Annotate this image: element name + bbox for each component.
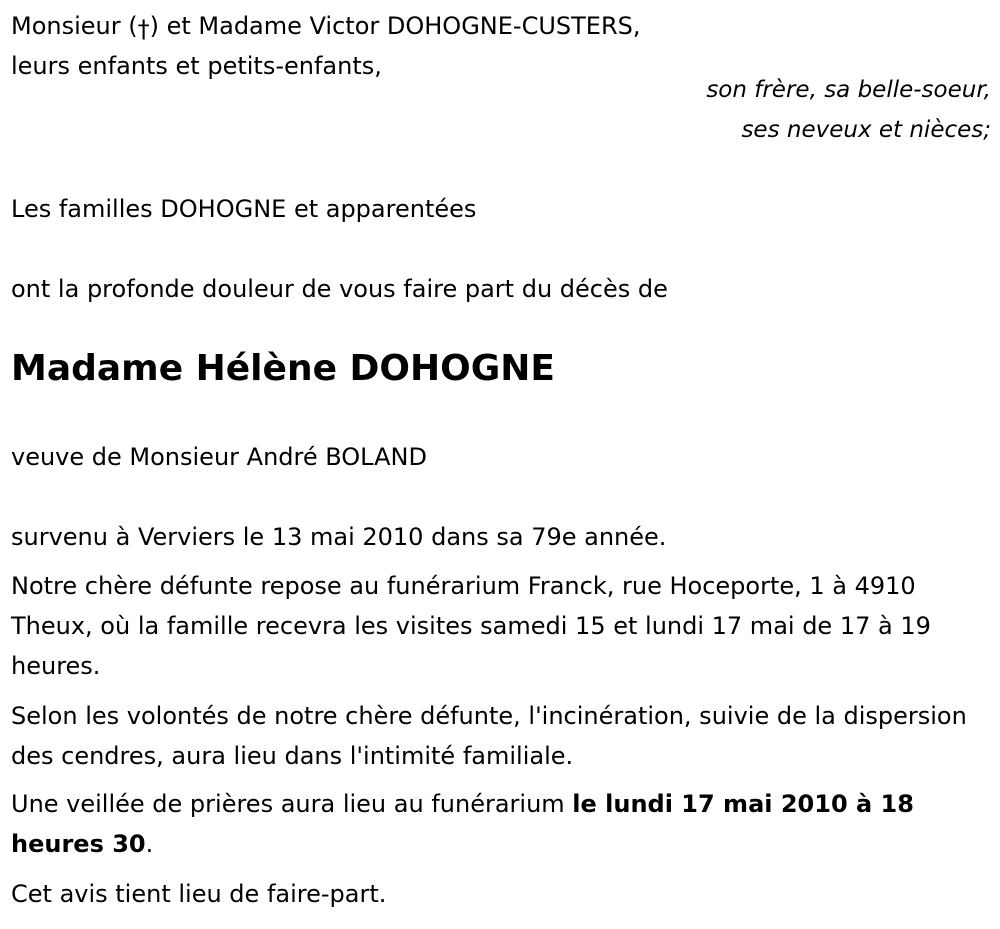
cremation-paragraph: Selon les volontés de notre chère défunte, l'incinération, suivie de la dispersion des cendres, aura lieu dans l'intimité familiale.: [11, 702, 967, 770]
vigil-paragraph: [11, 784, 986, 864]
family-line-1-suffix: ) et Madame Victor DOHOGNE-CUSTERS,: [149, 12, 641, 40]
vigil-suffix: .: [145, 830, 154, 858]
family-line-2: leurs enfants et petits-enfants,: [11, 52, 382, 80]
relation-note: son frère, sa belle-soeur, ses neveux et nièces;: [706, 77, 991, 143]
viewing-paragraph: Notre chère défunte repose au funérarium Franck, rue Hoceporte, 1 à 4910 Theux, où la famille recevra les visites samedi 15 et lundi 17 mai de 17 à 19 heures.: [11, 572, 931, 680]
announcement-text: ont la profonde douleur de vous faire part du décès de: [11, 275, 668, 303]
vigil-prefix: Une veillée de prières aura lieu au funérarium: [11, 790, 573, 818]
family-line-1: [11, 6, 640, 49]
closing-text: Cet avis tient lieu de faire-part.: [11, 880, 387, 908]
deceased-name: Madame Hélène DOHOGNE: [11, 348, 556, 389]
family-line-1-prefix: Monsieur (: [11, 12, 138, 40]
spouse-text: veuve de Monsieur André BOLAND: [11, 443, 427, 471]
family-line-3: Les familles DOHOGNE et apparentées: [11, 195, 477, 223]
vigil-datetime: le lundi 17 mai 2010 à 18 heures 30: [11, 790, 914, 858]
death-info-text: survenu à Verviers le 13 mai 2010 dans sa 79e année.: [11, 523, 667, 551]
cross-icon: †: [137, 15, 150, 43]
